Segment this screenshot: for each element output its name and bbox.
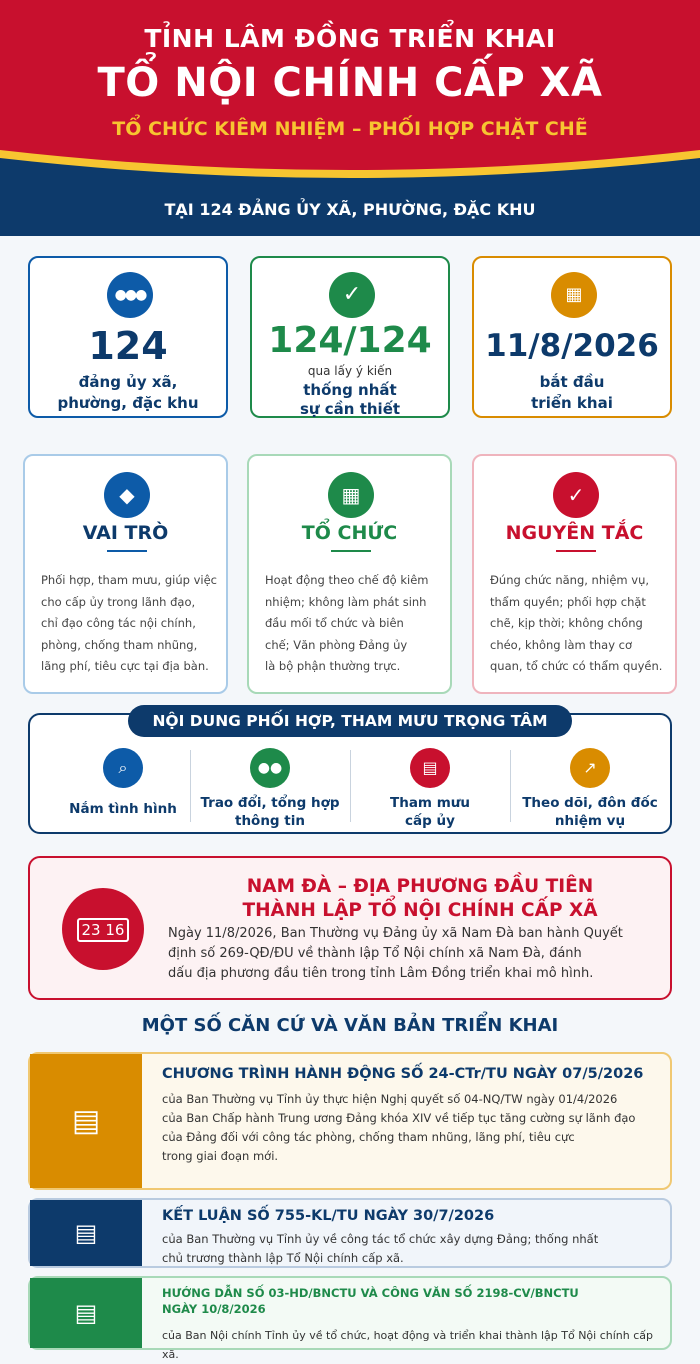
coordination-label: Trao đổi, tổng hợp [200, 795, 340, 811]
document-line: của Ban Nội chính Tỉnh ủy về tổ chức, hoạt động và triển khai thành lập Tổ Nội chính cấp xã. [162, 1329, 653, 1361]
stat-caption: phường, đặc khu [57, 394, 199, 412]
document-card [28, 1276, 672, 1361]
card-line: chế; Văn phòng Đảng ủy [265, 637, 408, 652]
card-line: phòng, chống tham nhũng, [41, 637, 198, 652]
card-title: TỔ CHỨC [301, 522, 398, 544]
stat-card-consensus [250, 256, 450, 418]
document-title: KẾT LUẬN SỐ 755-KL/TU NGÀY 30/7/2026 [162, 1208, 495, 1224]
namda-title: THÀNH LẬP TỔ NỘI CHÍNH CẤP XÃ [242, 900, 598, 921]
card-line: chỉ đạo công tác nội chính, [41, 616, 196, 630]
diamond-icon: ◆ [104, 472, 150, 518]
coordination-item [48, 748, 198, 818]
coordination-label: nhiệm vụ [554, 813, 626, 829]
coordination-label: Theo dõi, đôn đốc [522, 795, 658, 811]
document-icon: ▤ [74, 1299, 98, 1327]
document-title: HƯỚNG DẪN SỐ 03-HD/BNCTU VÀ CÔNG VĂN SỐ 2198-CV/BNCTU [162, 1286, 579, 1300]
card-body [490, 570, 668, 678]
check-icon: ✓ [553, 472, 599, 518]
title-underline [556, 550, 596, 552]
coordination-item [195, 748, 345, 830]
stat-value: 124 [88, 324, 168, 368]
exchange-icon: ●● [250, 748, 290, 788]
document-title: NGÀY 10/8/2026 [162, 1302, 266, 1316]
arrow-icon: ↗ [570, 748, 610, 788]
stat-caption: triển khai [531, 394, 613, 412]
divider [350, 750, 351, 822]
card-body [265, 570, 443, 678]
card-title: VAI TRÒ [82, 522, 169, 544]
stat-note: qua lấy ý kiến [307, 364, 393, 378]
card-line: cho cấp ủy trong lãnh đạo, [41, 594, 196, 609]
people-icon: ●●● [107, 272, 153, 318]
coordination-label: Nắm tình hình [69, 801, 177, 817]
divider [190, 750, 191, 822]
header-line1: TỈNH LÂM ĐỒNG TRIỂN KHAI [144, 24, 556, 53]
document-side [30, 1278, 142, 1348]
card-line: nhiệm; không làm phát sinh [265, 594, 427, 609]
document-line: trong giai đoạn mới. [162, 1149, 279, 1163]
title-underline [331, 550, 371, 552]
namda-line: Ngày 11/8/2026, Ban Thường vụ Đảng ủy xã Nam Đà ban hành Quyết [168, 926, 623, 941]
stat-caption: sự cần thiết [299, 400, 401, 418]
document-line: của Ban Thường vụ Tỉnh ủy về công tác tổ chức xây dựng Đảng; thống nhất [162, 1232, 599, 1246]
stat-caption: đảng ủy xã, [78, 373, 178, 391]
coordination-label: thông tin [234, 813, 305, 829]
namda-line: định số 269-QĐ/ĐU về thành lập Tổ Nội chính xã Nam Đà, đánh [168, 946, 582, 961]
coordination-label: Tham mưu [390, 795, 470, 811]
documents-title: MỘT SỐ CĂN CỨ VÀ VĂN BẢN TRIỂN KHAI [141, 1015, 559, 1036]
card-principles [472, 454, 677, 694]
document-card [28, 1198, 672, 1268]
coordination-item [515, 748, 665, 830]
card-line: Đúng chức năng, nhiệm vụ, [490, 573, 650, 587]
card-line: Phối hợp, tham mưu, giúp việc [41, 573, 217, 587]
stat-value: 11/8/2026 [485, 328, 659, 364]
divider [510, 750, 511, 822]
document-line: của Đảng đối với công tác phòng, chống tham nhũng, lãng phí, tiêu cực [162, 1130, 575, 1144]
coordination-title: NỘI DUNG PHỐI HỢP, THAM MƯU TRỌNG TÂM [128, 705, 572, 737]
card-line: chẽ, kịp thời; không chồng [490, 616, 643, 630]
grid-icon: ▦ [328, 472, 374, 518]
document-line: của Ban Thường vụ Tỉnh ủy thực hiện Nghị quyết số 04-NQ/TW ngày 01/4/2026 [162, 1092, 618, 1106]
calendar-icon: ▦ [551, 272, 597, 318]
namda-line: dấu địa phương đầu tiên trong tỉnh Lâm Đồng triển khai mô hình. [168, 966, 594, 981]
namda-highlight [28, 856, 672, 1000]
title-underline [107, 550, 147, 552]
check-icon: ✓ [329, 272, 375, 318]
card-line: chéo, không làm thay cơ [490, 637, 633, 652]
document-body [162, 1326, 662, 1364]
calendar-date-glyph: 23 16 [77, 918, 130, 942]
card-organization [247, 454, 452, 694]
coordination-item [355, 748, 505, 830]
card-line: đầu mối tổ chức và biên [265, 616, 404, 630]
document-line: chủ trương thành lập Tổ Nội chính cấp xã. [162, 1251, 404, 1265]
card-line: thẩm quyền; phối hợp chặt [490, 594, 646, 609]
document-card [28, 1052, 672, 1190]
card-body [41, 570, 219, 678]
namda-body [168, 924, 658, 984]
search-icon: ⌕ [103, 748, 143, 788]
header-tagline: TỔ CHỨC KIÊM NHIỆM – PHỐI HỢP CHẶT CHẼ [112, 118, 588, 140]
page-title: TỔ NỘI CHÍNH CẤP XÃ [97, 60, 603, 106]
card-role [23, 454, 228, 694]
document-side [30, 1054, 142, 1188]
header-subtitle: TẠI 124 ĐẢNG ỦY XÃ, PHƯỜNG, ĐẶC KHU [164, 200, 536, 219]
calendar-icon [62, 888, 144, 970]
card-line: lãng phí, tiêu cực tại địa bàn. [41, 659, 209, 673]
card-line: Hoạt động theo chế độ kiêm [265, 573, 429, 587]
stat-card-units [28, 256, 228, 418]
document-side [30, 1200, 142, 1266]
document-line: của Ban Chấp hành Trung ương Đảng khóa XIV về tiếp tục tăng cường sự lãnh đạo [162, 1111, 636, 1125]
header-banner [0, 0, 700, 236]
document-icon: ▤ [71, 1103, 101, 1139]
card-line: quan, tổ chức có thẩm quyền. [490, 659, 663, 673]
stat-card-date [472, 256, 672, 418]
stat-caption: thống nhất [303, 381, 397, 399]
stat-caption: bắt đầu [539, 373, 605, 391]
card-title: NGUYÊN TẮC [505, 522, 644, 544]
coordination-label: cấp ủy [405, 813, 455, 829]
document-icon: ▤ [74, 1219, 98, 1247]
card-line: là bộ phận thường trực. [265, 659, 401, 673]
document-body [162, 1230, 662, 1268]
document-body [162, 1090, 662, 1166]
document-icon: ▤ [410, 748, 450, 788]
document-title: CHƯƠNG TRÌNH HÀNH ĐỘNG SỐ 24-CTr/TU NGÀY 07/5/2026 [162, 1066, 644, 1082]
stat-value: 124/124 [268, 320, 432, 361]
namda-title: NAM ĐÀ – ĐỊA PHƯƠNG ĐẦU TIÊN [246, 876, 594, 897]
